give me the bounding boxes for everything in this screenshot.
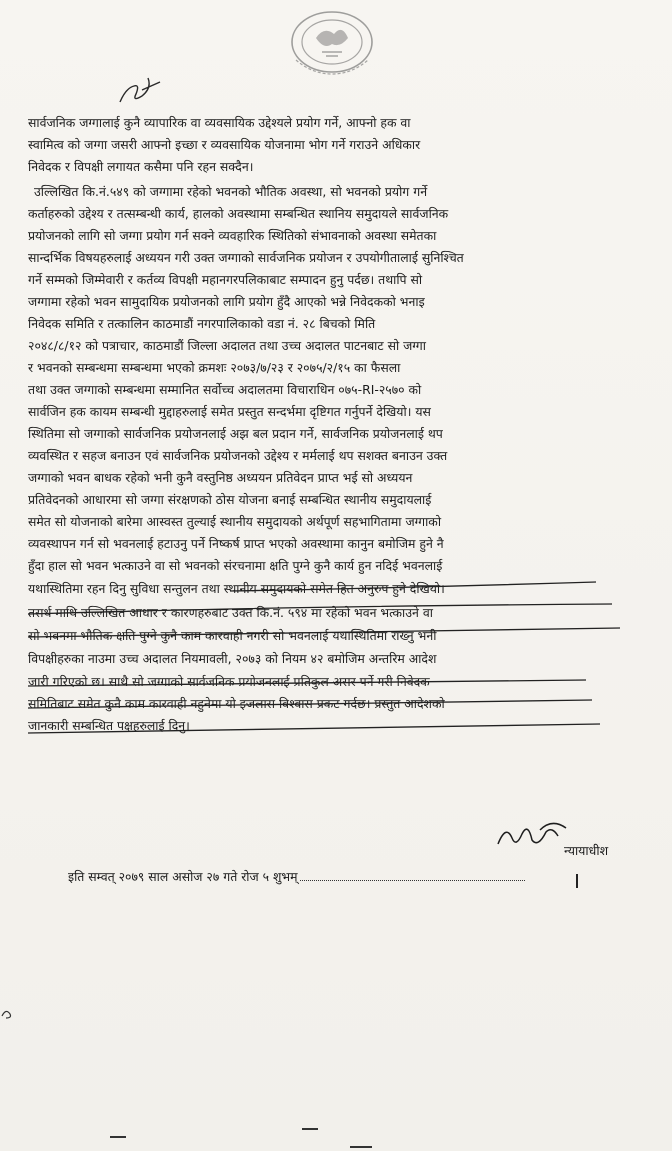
text-line: जानकारी सम्बन्धित पक्षहरुलाई दिनु।	[28, 718, 190, 733]
text-line: २०४८/८/१२ को पत्राचार, काठमाडौं जिल्ला अदालत तथा उच्च अदालत पाटनबाट सो जग्गा	[28, 338, 426, 353]
text-line: र भवनको सम्बन्धमा सम्बन्धमा भएको क्रमशः २०७३/७/२३ र २०७५/२/१५ का फैसला	[28, 360, 401, 375]
text-line: विपक्षीहरुका नाउमा उच्च अदालत नियमावली, २०७३ को नियम ४२ बमोजिम अन्तरिम आदेश	[28, 651, 437, 666]
text-line: स्थितिमा सो जग्गाको सार्वजनिक प्रयोजनलाई अझ बल प्रदान गर्ने, सार्वजनिक प्रयोजनलाई थप	[28, 426, 443, 441]
date-end-bar	[576, 874, 578, 888]
text-line: समेत सो योजनाको बारेमा आस्वस्त तुल्याई स्थानीय समुदायको अर्थपूर्ण सहभागितामा जग्गाको	[28, 514, 442, 529]
bottom-dash	[110, 1136, 126, 1138]
text-line: उल्लिखित कि.नं.५४९ को जग्गामा रहेको भवनको भौतिक अवस्था, सो भवनको प्रयोग गर्ने	[34, 184, 428, 199]
initial-signature	[112, 68, 172, 108]
text-line: सान्दर्भिक विषयहरुलाई अध्ययन गरी उक्त जग्गाको सार्वजनिक प्रयोजन र उपयोगीतालाई सुनिश्चित	[28, 250, 464, 265]
text-line: सार्वजनिक जग्गालाई कुनै व्यापारिक वा व्यवसायिक उद्देश्यले प्रयोग गर्ने, आफ्नो हक वा	[28, 115, 411, 130]
text-line: सार्वजिन हक कायम सम्बन्धी मुद्दाहरुलाई समेत प्रस्तुत सन्दर्भमा दृष्टिगत गर्नुपर्ने देखियो। यस	[28, 404, 431, 419]
text-line: समितिबाट समेत कुनै काम कारवाही नहुनेमा यो इजलास विश्वास प्रकट गर्दछ। प्रस्तुत आदेशको	[28, 696, 445, 711]
text-line: निवेदक र विपक्षी लगायत कसैमा पनि रहन सक्दैन।	[28, 159, 254, 174]
date-line	[68, 868, 525, 885]
margin-mark	[0, 1006, 14, 1020]
text-line: व्यवस्थित र सहज बनाउन एवं सार्वजनिक प्रयोजनको उद्देश्य र मर्मलाई थप सशक्त बनाउन उक्त	[28, 448, 448, 463]
court-seal-stamp	[282, 8, 382, 88]
text-line: प्रतिवेदनको आधारमा सो जग्गा संरक्षणको ठोस योजना बनाई सम्बन्धित स्थानीय समुदायलाई	[28, 492, 432, 507]
text-line: तसर्थ माथि उल्लिखित आधार र कारणहरुबाट उक्त कि.नं. ५९४ मा रहेको भवन भत्काउने वा	[28, 605, 433, 620]
text-line: जग्गामा रहेको भवन सामुदायिक प्रयोजनको लागि प्रयोग हुँदै आएको भन्ने निवेदकको भनाइ	[28, 294, 425, 309]
judge-label: न्यायाधीश	[564, 843, 609, 858]
text-line: तथा उक्त जग्गाको सम्बन्धमा सम्मानित सर्वोच्च अदालतमा विचाराधिन ०७५-RI-२५७० को	[28, 382, 422, 397]
date-dotted-rule	[300, 870, 525, 881]
text-line: व्यवस्थापन गर्न सो भवनलाई हटाउनु पर्ने निष्कर्ष प्राप्त भएको अवस्थामा कानुन बमोजिम हुने नै	[28, 536, 444, 551]
text-line: कर्ताहरुको उद्देश्य र तत्सम्बन्धी कार्य, हालको अवस्थामा सम्बन्धित स्थानिय समुदायले सार्वजनिक	[28, 206, 449, 221]
bottom-dash	[302, 1128, 318, 1130]
text-line: सो भवनमा भौतिक क्षति पुग्ने कुनै काम कारवाही नगरी सो भवनलाई यथास्थितिमा राख्नु भनी	[28, 628, 437, 643]
text-line: स्वामित्व को जग्गा जसरी आफ्नो इच्छा र व्यवसायिक योजनामा भोग गर्ने गराउने अधिकार	[28, 137, 421, 152]
text-line: जग्गाको भवन बाधक रहेको भनी कुनै वस्तुनिष्ठ अध्ययन प्रतिवेदन प्राप्त भई सो अध्ययन	[28, 470, 413, 485]
text-line: यथास्थितिमा रहन दिनु सुविधा सन्तुलन तथा स्थानीय समुदायको समेत हित अनुरुप हुने देखियो।	[28, 581, 445, 596]
text-line: जारी गरिएको छ। साथै सो जग्गाको सार्वजनिक प्रयोजनलाई प्रतिकुल असर पर्ने गरी निवेदक	[28, 674, 430, 689]
text-line: हुँदा हाल सो भवन भत्काउने वा सो भवनको संरचनामा क्षति पुग्ने कुनै कार्य हुन नदिई भवनलाई	[28, 558, 443, 573]
text-line: प्रयोजनको लागि सो जग्गा प्रयोग गर्न सक्ने व्यवहारिक स्थितिको संभावनाको अवस्था समेतका	[28, 228, 437, 243]
date-text: इति सम्वत् २०७९ साल असोज २७ गते रोज ५ शुभम्	[68, 869, 298, 884]
text-line: गर्ने सम्मको जिम्मेवारी र कर्तव्य विपक्षी महानगरपलिकाबाट सम्पादन हुनु पर्दछ। तथापि सो	[28, 272, 423, 287]
bottom-dash	[350, 1146, 372, 1148]
text-line: निवेदक समिति र तत्कालिन काठमाडौं नगरपालिकाको वडा नं. २८ बिचको मिति	[28, 316, 376, 331]
judge-signature	[492, 814, 572, 854]
